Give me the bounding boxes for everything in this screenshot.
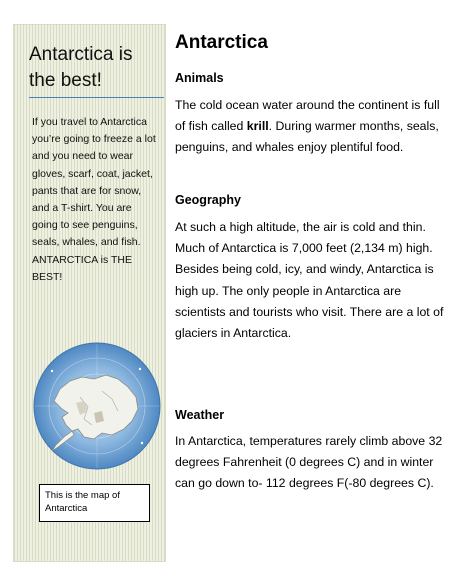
section-heading-geography: Geography: [175, 193, 241, 207]
sidebar: [13, 24, 166, 562]
sidebar-title: Antarctica is the best!: [29, 44, 133, 91]
section-heading-animals: Animals: [175, 71, 224, 85]
sidebar-divider: [29, 97, 164, 98]
animals-text-bold: krill: [246, 119, 269, 134]
animals-text-before: The cold ocean water around the continent is full of fish called: [175, 98, 440, 134]
section-text-animals: [175, 95, 450, 159]
sidebar-body-text: If you travel to Antarctica you’re going to freeze a lot and you need to wear gloves, scarf, coat, jacket, pants that are for snow, and a T-shirt. You are going to see penguins, seals, whales, and fish. ANTARCTICA is THE BEST!: [32, 116, 156, 283]
section-heading-weather: Weather: [175, 408, 225, 422]
section-text-geography: At such a high altitude, the air is cold and thin. Much of Antarctica is 7,000 feet (2,134 m) high. Besides being cold, icy, and windy, Antarctica is high up. The only people in Antarctica are scientists and tourists who visit. There are a lot of glaciers in Antarctica.: [175, 220, 444, 341]
animals-text-after: . During warmer months, seals, penguins, and whales enjoy plentiful food.: [175, 119, 439, 155]
map-caption-box: This is the map of Antarctica: [39, 484, 150, 522]
section-text-weather: In Antarctica, temperatures rarely climb above 32 degrees Fahrenheit (0 degrees C) and in winter can go down to- 112 degrees F(-80 degrees C).: [175, 434, 443, 491]
antarctica-map-image: [32, 341, 162, 471]
page-title: Antarctica: [175, 32, 268, 53]
